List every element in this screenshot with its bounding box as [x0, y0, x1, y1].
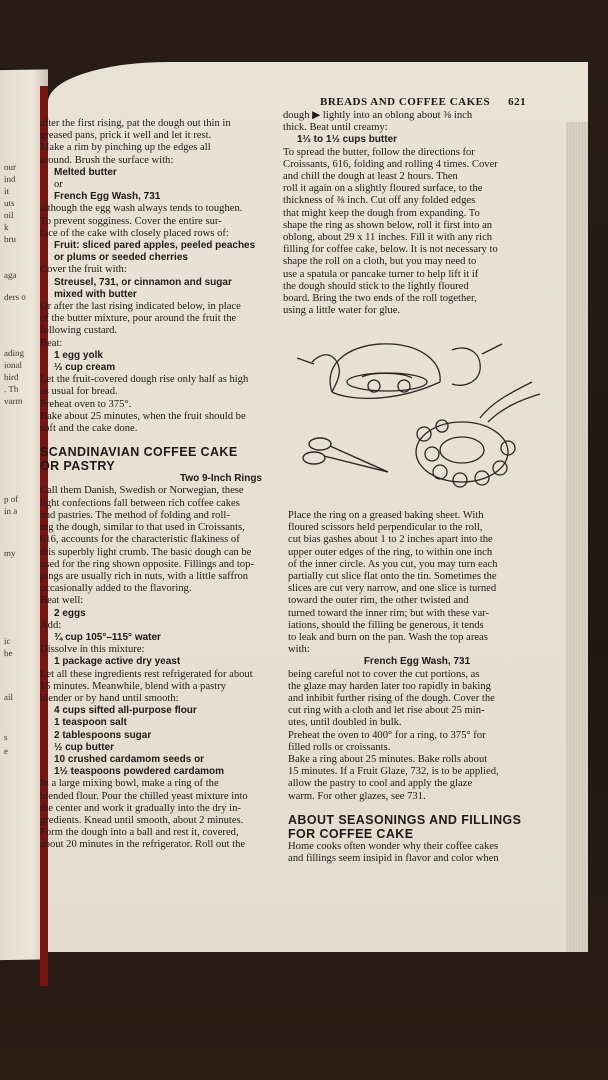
left-page-fragment: . Th — [4, 383, 19, 395]
ingredient-line: 10 crushed cardamom seeds or — [54, 753, 205, 765]
paragraph-line: soft and the cake done. — [40, 423, 138, 435]
paragraph-line: Call them Danish, Swedish or Norwegian, these — [40, 485, 244, 497]
cut-ring-icon — [416, 382, 540, 487]
left-page-fragment: in a — [4, 505, 18, 517]
left-page-fragment: our — [4, 161, 16, 173]
section-heading: ABOUT SEASONINGS AND FILLINGS — [288, 812, 522, 827]
paragraph-line: warm. For other glazes, see 731. — [288, 790, 426, 802]
paragraph-line: about 20 minutes in the refrigerator. Roll out the — [40, 839, 246, 851]
left-page-fragment: bird — [4, 371, 19, 383]
ingredient-line: 1½ teaspoons powdered cardamom — [54, 766, 225, 778]
left-page-fragment: aga — [4, 269, 17, 281]
paragraph-line: Place the ring on a greased baking sheet. With — [288, 510, 484, 521]
left-page-fragment: bru — [4, 233, 16, 245]
right-column-top — [283, 110, 545, 317]
paragraph-line: face of the cake with closely placed rows of: — [40, 227, 229, 239]
ingredient-line: ¾ cup 105°–115° water — [54, 631, 161, 643]
ingredient-line: or plums or seeded cherries — [54, 252, 188, 264]
paragraph-line: upper outer edges of the ring, to within one inch — [288, 546, 493, 558]
paragraph-line: as usual for bread. — [40, 386, 118, 398]
left-page-fragment: oil — [4, 209, 14, 221]
paragraph-line: around. Brush the surface with: — [40, 154, 174, 166]
paragraph-line: Croissants, 616, folding and rolling 4 times. Cover — [283, 158, 498, 170]
paragraph-line: filled rolls or croissants. — [288, 741, 391, 753]
ingredient-line: French Egg Wash, 731 — [363, 656, 471, 668]
left-page-fragment: k — [4, 222, 9, 233]
left-page-fragment: it — [4, 185, 10, 197]
paragraph-line: use a spatula or pancake turner to help lift it if — [283, 268, 479, 280]
left-page-fragment: s — [4, 732, 8, 743]
paragraph-line: Preheat the oven to 400° for a ring, to 375° for — [288, 729, 486, 741]
paragraph-line: the glaze may harden later too rapidly in baking — [288, 680, 491, 692]
running-header — [320, 96, 526, 108]
paragraph-line: this superbly light crumb. The basic dough can be — [40, 546, 252, 558]
coffee-ring-illustration — [292, 322, 554, 502]
paragraph-line: toward the outer rim, the other twisted and — [288, 595, 469, 607]
paragraph-line: 15 minutes. If a Fruit Glaze, 732, is to be applied, — [288, 766, 499, 778]
left-page-fragment: ders o — [4, 291, 26, 303]
paragraph-line: occasionally added to the flavoring. — [40, 583, 192, 595]
paragraph-line: cut bias gashes about 1 to 2 inches apart into the — [288, 534, 493, 546]
ingredient-line: 2 tablespoons sugar — [54, 729, 152, 741]
paragraph-line: Or after the last rising indicated below, in place — [40, 301, 241, 313]
paragraph-line: To spread the butter, follow the directions for — [283, 146, 475, 158]
ingredient-line: 2 eggs — [54, 607, 86, 619]
paragraph-line: thick. Beat until creamy: — [283, 122, 388, 134]
paragraph-line: floured scissors held perpendicular to the roll, — [288, 522, 483, 534]
paragraph-line: slices are cut very narrow, and one slice is turned — [288, 583, 497, 595]
paragraph-line: Cover the fruit with: — [40, 264, 127, 276]
paragraph-line: greased pans, prick it well and let it rest. — [40, 130, 212, 142]
left-page-fragment: uts — [4, 197, 15, 209]
paragraph-line: used for the ring shown opposite. Fillings and top- — [40, 558, 254, 570]
paragraph-line: ing the dough, similar to that used in Croissants, — [40, 522, 245, 534]
paragraph-line: Let the fruit-covered dough rise only half as high — [40, 374, 249, 386]
ingredient-line: 4 cups sifted all-purpose flour — [54, 705, 197, 717]
paragraph-line: allow the pastry to cool and apply the glaze — [288, 778, 473, 790]
paragraph-line: Beat well: — [40, 595, 84, 607]
paragraph-line: and chill the dough at least 2 hours. Then — [283, 171, 458, 183]
paragraph-line: blender or by hand until smooth: — [40, 692, 179, 704]
right-column-bottom — [288, 510, 546, 865]
hands-shaping-ring-icon — [297, 344, 502, 399]
paragraph-line: To prevent sogginess. Cover the entire sur- — [40, 215, 222, 227]
paragraph-line: Add: — [40, 619, 62, 631]
paragraph-line: or — [54, 179, 63, 191]
paragraph-line: Bake about 25 minutes, when the fruit should be — [40, 410, 246, 422]
paragraph-line: thickness of ⅜ inch. Cut off any folded edges — [283, 195, 476, 207]
scissors-icon — [303, 438, 388, 472]
left-page-fragment: ading — [4, 347, 24, 359]
paragraph-line: the dough should stick to the lightly floured — [283, 280, 469, 292]
ingredient-line: 1⅓ to 1½ cups butter — [297, 134, 398, 146]
left-page-fragment: p of — [4, 493, 19, 505]
paragraph-line: board. Bring the two ends of the roll together, — [283, 293, 477, 305]
paragraph-line: of the butter mixture, pour around the fruit the — [40, 313, 237, 325]
paragraph-line: of the inner circle. As you cut, you may turn each — [288, 558, 498, 570]
ingredient-line: Melted butter — [54, 166, 117, 178]
ingredient-line: French Egg Wash, 731 — [54, 191, 161, 203]
section-heading: OR PASTRY — [40, 459, 116, 474]
left-page-fragment: ional — [4, 359, 22, 371]
paragraph-line: and inhibit further rising of the dough. Cover the — [288, 693, 495, 705]
paragraph-line: 15 minutes. Meanwhile, blend with a pastry — [40, 680, 226, 692]
left-page-fragment: be — [4, 647, 13, 659]
paragraph-line: after the first rising, pat the dough out thin in — [40, 118, 231, 129]
paragraph-line: oblong, about 29 x 11 inches. Fill it with any rich — [283, 232, 493, 244]
ingredient-line: 1 package active dry yeast — [54, 656, 181, 668]
paragraph-line: turned toward the inner rim; but with these var- — [288, 607, 490, 619]
left-page-fragment: ind — [4, 173, 16, 185]
section-heading: FOR COFFEE CAKE — [288, 826, 414, 841]
paragraph-line: gredients. Knead until smooth, about 2 minutes. — [40, 814, 244, 826]
page-number: 621 — [508, 96, 527, 108]
paragraph-line: Form the dough into a ball and rest it, covered, — [40, 827, 239, 839]
paragraph-line: Beat: — [40, 337, 63, 349]
yield-line: Two 9-Inch Rings — [179, 473, 262, 485]
paragraph-line: shape the ring as shown below, roll it first into an — [283, 219, 493, 231]
paragraph-line: using a little water for glue. — [283, 305, 401, 317]
paragraph-line: Home cooks often wonder why their coffee cakes — [288, 840, 499, 852]
ingredient-line: ½ cup butter — [54, 741, 115, 753]
ingredient-line: Fruit: sliced pared apples, peeled peaches — [54, 240, 256, 252]
paragraph-line: following custard. — [40, 325, 118, 337]
ingredient-line: mixed with butter — [54, 288, 137, 300]
paragraph-line: Bake a ring about 25 minutes. Bake rolls about — [288, 754, 488, 766]
ingredient-line: 1 egg yolk — [54, 349, 103, 361]
paragraph-line: utes, until doubled in bulk. — [288, 717, 402, 729]
paragraph-line: Preheat oven to 375°. — [40, 398, 132, 410]
page-edge-stack — [566, 122, 588, 952]
paragraph-line: In a large mixing bowl, make a ring of the — [40, 778, 219, 790]
left-page-fragment: varm — [4, 395, 23, 407]
paragraph-line: the center and work it gradually into the dry in- — [40, 802, 241, 814]
paragraph-line: to leak and burn on the pan. Wash the top areas — [288, 632, 488, 644]
left-page-fragment: ail — [4, 691, 13, 703]
ingredient-line: Streusel, 731, or cinnamon and sugar — [54, 276, 232, 288]
paragraph-line: that might keep the dough from expanding. To — [283, 207, 480, 219]
paragraph-line: Dissolve in this mixture: — [40, 644, 145, 656]
ingredient-line: 1 teaspoon salt — [54, 717, 127, 729]
paragraph-line: cut ring with a cloth and let rise about 25 min- — [288, 705, 485, 717]
left-page-fragment: ic — [4, 635, 11, 647]
paragraph-line: light confections fall between rich coffee cakes — [40, 497, 240, 509]
paragraph-line: partially cut slice flat onto the tin. Sometimes the — [288, 571, 497, 583]
left-page-fragment: my — [4, 547, 16, 559]
paragraph-line: blended flour. Pour the chilled yeast mixture into — [40, 790, 248, 802]
paragraph-line: iations, should the filling be generous, it tends — [288, 619, 484, 631]
paragraph-line: and fillings seem insipid in flavor and color when — [288, 853, 499, 865]
paragraph-line: roll it again on a slightly floured surface, to the — [283, 183, 483, 195]
paragraph-line: and pastries. The method of folding and roll- — [40, 509, 230, 521]
header-title: BREADS AND COFFEE CAKES — [320, 96, 491, 108]
ingredient-line: ⅓ cup cream — [54, 362, 116, 374]
paragraph-line: filling for coffee cake, below. It is not necessary to — [283, 244, 498, 256]
paragraph-line: being careful not to cover the cut portions, as — [288, 668, 480, 680]
paragraph-line: Make a rim by pinching up the edges all — [40, 142, 211, 154]
section-heading: SCANDINAVIAN COFFEE CAKE — [40, 445, 238, 460]
left-column — [40, 118, 262, 852]
paragraph-line: Let all these ingredients rest refrigerated for about — [40, 668, 253, 680]
paragraph-line: pings are usually rich in nuts, with a little saffron — [40, 570, 249, 582]
paragraph-line: 616, accounts for the characteristic flakiness of — [40, 534, 240, 546]
paragraph-line: dough ▶ lightly into an oblong about ⅜ inch — [283, 110, 473, 121]
left-page-fragment: e — [4, 746, 8, 757]
paragraph-line: with: — [288, 644, 310, 656]
paragraph-line: although the egg wash always tends to toughen. — [40, 203, 243, 215]
paragraph-line: shape the roll on a cloth, but you may need to — [283, 256, 477, 268]
